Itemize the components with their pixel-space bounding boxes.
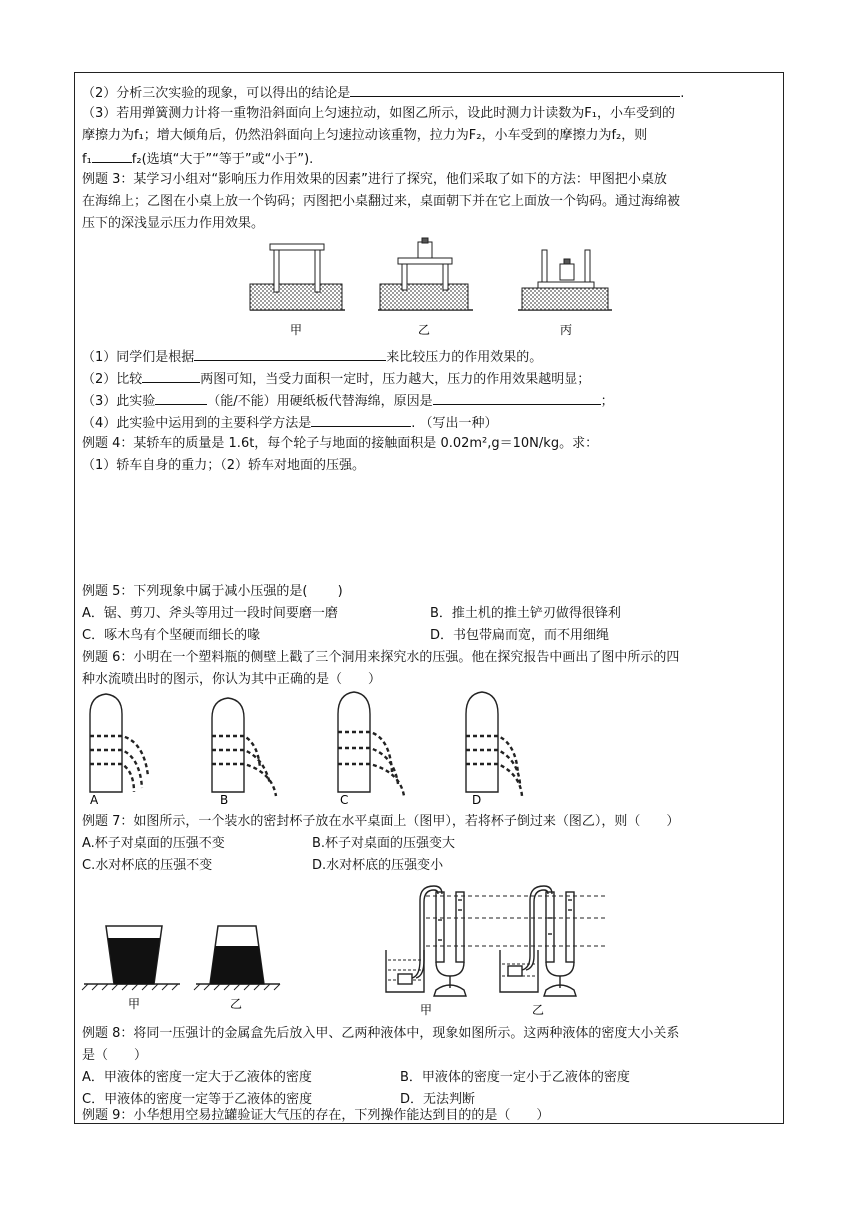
example5-line: 例题 5：下列现象中属于减小压强的是( ): [82, 584, 343, 599]
answer-blank[interactable]: [350, 82, 680, 97]
q5-option-d[interactable]: D．书包带扁而宽，而不用细绳: [430, 628, 610, 643]
q5-option-b[interactable]: B．推土机的推土铲刃做得很锋利: [430, 606, 621, 621]
fig3-label-yi: 乙: [418, 323, 431, 337]
q8-option-b[interactable]: B．甲液体的密度一定小于乙液体的密度: [400, 1070, 630, 1085]
q8-option-d[interactable]: D．无法判断: [400, 1092, 476, 1107]
cup-jia: [82, 926, 180, 990]
cup-figure: [84, 922, 280, 1014]
answer-blank[interactable]: [155, 390, 207, 405]
q7-option-b[interactable]: B.杯子对桌面的压强变大: [312, 836, 456, 851]
q8-option-c[interactable]: C．甲液体的密度一定等于乙液体的密度: [82, 1092, 313, 1107]
bottle-b: [212, 698, 276, 796]
q3-2-text: （2）比较: [82, 372, 143, 387]
q2-conclusion-line: [82, 82, 684, 104]
fig8-label-jia: 甲: [420, 1003, 433, 1017]
q3-1-text: （1）同学们是根据: [82, 350, 195, 365]
fig6-label-b: B: [220, 793, 229, 807]
bottle-a: [90, 694, 148, 792]
q2-text: （2）分析三次实验的现象，可以得出的结论是: [82, 86, 351, 101]
pressure-gauge-figure: [380, 880, 620, 1020]
answer-blank[interactable]: [311, 412, 411, 427]
q3-3-text: （3）此实验: [82, 394, 156, 409]
q7-option-c[interactable]: C.水对杯底的压强不变: [82, 858, 213, 873]
fig7-label-yi: 乙: [230, 997, 243, 1011]
example3-line-1: 例题 3：某学习小组对“影响压力作用效果的因素”进行了探究，他们采取了如下的方法：甲图把小桌放: [82, 172, 667, 187]
fig6-label-a: A: [90, 793, 99, 807]
figure-bing: [518, 250, 612, 310]
q3-line-1: （3）若用弹簧测力计将一重物沿斜面向上匀速拉动，如图乙所示，设此时测力计读数为F₁，小车受到的: [82, 106, 675, 121]
beaker-jia: [386, 886, 442, 992]
q3-3-mid: （能/不能）用硬纸板代替海绵，原因是: [207, 394, 433, 409]
q3-3-tail: ；: [600, 394, 614, 409]
u-tube-yi: [544, 892, 576, 996]
beaker-yi: [500, 886, 552, 992]
q3-1-line: [82, 346, 542, 368]
example6-line-2: 种水流喷出时的图示，你认为其中正确的是（ ）: [82, 672, 382, 687]
q5-option-a[interactable]: A．锯、剪刀、斧头等用过一段时间要磨一磨: [82, 606, 338, 621]
q3-4-text: （4）此实验中运用到的主要科学方法是: [82, 416, 312, 431]
figure-jia: [250, 244, 345, 310]
f1-label: f₁: [82, 152, 92, 167]
example4-subquestions: （1）轿车自身的重力；（2）轿车对地面的压强。: [82, 458, 366, 473]
fig3-label-jia: 甲: [290, 323, 303, 337]
q3-4-tail: . （写出一种）: [411, 416, 498, 431]
example3-line-2: 在海绵上；乙图在小桌上放一个钩码；丙图把小桌翻过来，桌面朝下并在它上面放一个钩码。通过海绵被: [82, 194, 681, 209]
f2-text: f₂(选填“大于”“等于”或“小于”).: [131, 152, 314, 167]
answer-blank[interactable]: [194, 346, 386, 361]
q3-2-tail: 两图可知，当受力面积一定时，压力越大，压力的作用效果越明显；: [200, 372, 591, 387]
q5-option-c[interactable]: C．啄木鸟有个坚硬而细长的喙: [82, 628, 261, 643]
q7-option-d[interactable]: D.水对杯底的压强变小: [312, 858, 444, 873]
bottle-d: [466, 692, 522, 796]
u-tube-jia: [434, 892, 466, 996]
fig6-label-c: C: [340, 793, 349, 807]
example3-line-3: 压下的深浅显示压力作用效果。: [82, 216, 265, 231]
fig3-label-bing: 丙: [560, 323, 573, 337]
answer-blank[interactable]: [92, 148, 132, 163]
q3-line-3: [82, 148, 313, 170]
answer-blank[interactable]: [433, 390, 601, 405]
q7-option-a[interactable]: A.杯子对桌面的压强不变: [82, 836, 225, 851]
q8-option-a[interactable]: A．甲液体的密度一定大于乙液体的密度: [82, 1070, 312, 1085]
q3-4-line: [82, 412, 498, 434]
example6-line-1: 例题 6：小明在一个塑料瓶的侧壁上戳了三个洞用来探究水的压强。他在探究报告中画出了图中所示的四: [82, 650, 680, 665]
fig8-label-yi: 乙: [532, 1003, 545, 1017]
example8-line-2: 是（ ）: [82, 1048, 148, 1063]
answer-blank[interactable]: [142, 368, 200, 383]
figure-yi: [378, 238, 473, 310]
water-bottle-figure: [84, 692, 524, 810]
fig7-label-jia: 甲: [128, 997, 141, 1011]
period: .: [680, 86, 685, 101]
example4-line: 例题 4：某轿车的质量是 1.6t，每个轮子与地面的接触面积是 0.02m²,g＝10N/kg。求：: [82, 436, 599, 451]
example8-line-1: 例题 8：将同一压强计的金属盒先后放入甲、乙两种液体中，现象如图所示。这两种液体的密度大小关系: [82, 1026, 680, 1041]
example9-line: 例题 9：小华想用空易拉罐验证大气压的存在，下列操作能达到目的的是（ ）: [82, 1108, 550, 1123]
example7-line: 例题 7：如图所示，一个装水的密封杯子放在水平桌面上（图甲），若将杯子倒过来（图乙），则（ ）: [82, 814, 680, 829]
q3-line-2: 摩擦力为f₁；增大倾角后，仍然沿斜面向上匀速拉动该重物，拉力为F₂，小车受到的摩擦力为f₂，则: [82, 128, 648, 143]
q3-2-line: [82, 368, 590, 390]
cup-yi: [194, 926, 280, 990]
q3-3-line: [82, 390, 614, 412]
fig6-label-d: D: [472, 793, 482, 807]
q3-1-tail: 来比较压力的作用效果的。: [386, 350, 543, 365]
bottle-c: [338, 692, 404, 796]
sponge-table-figure: [250, 238, 630, 338]
